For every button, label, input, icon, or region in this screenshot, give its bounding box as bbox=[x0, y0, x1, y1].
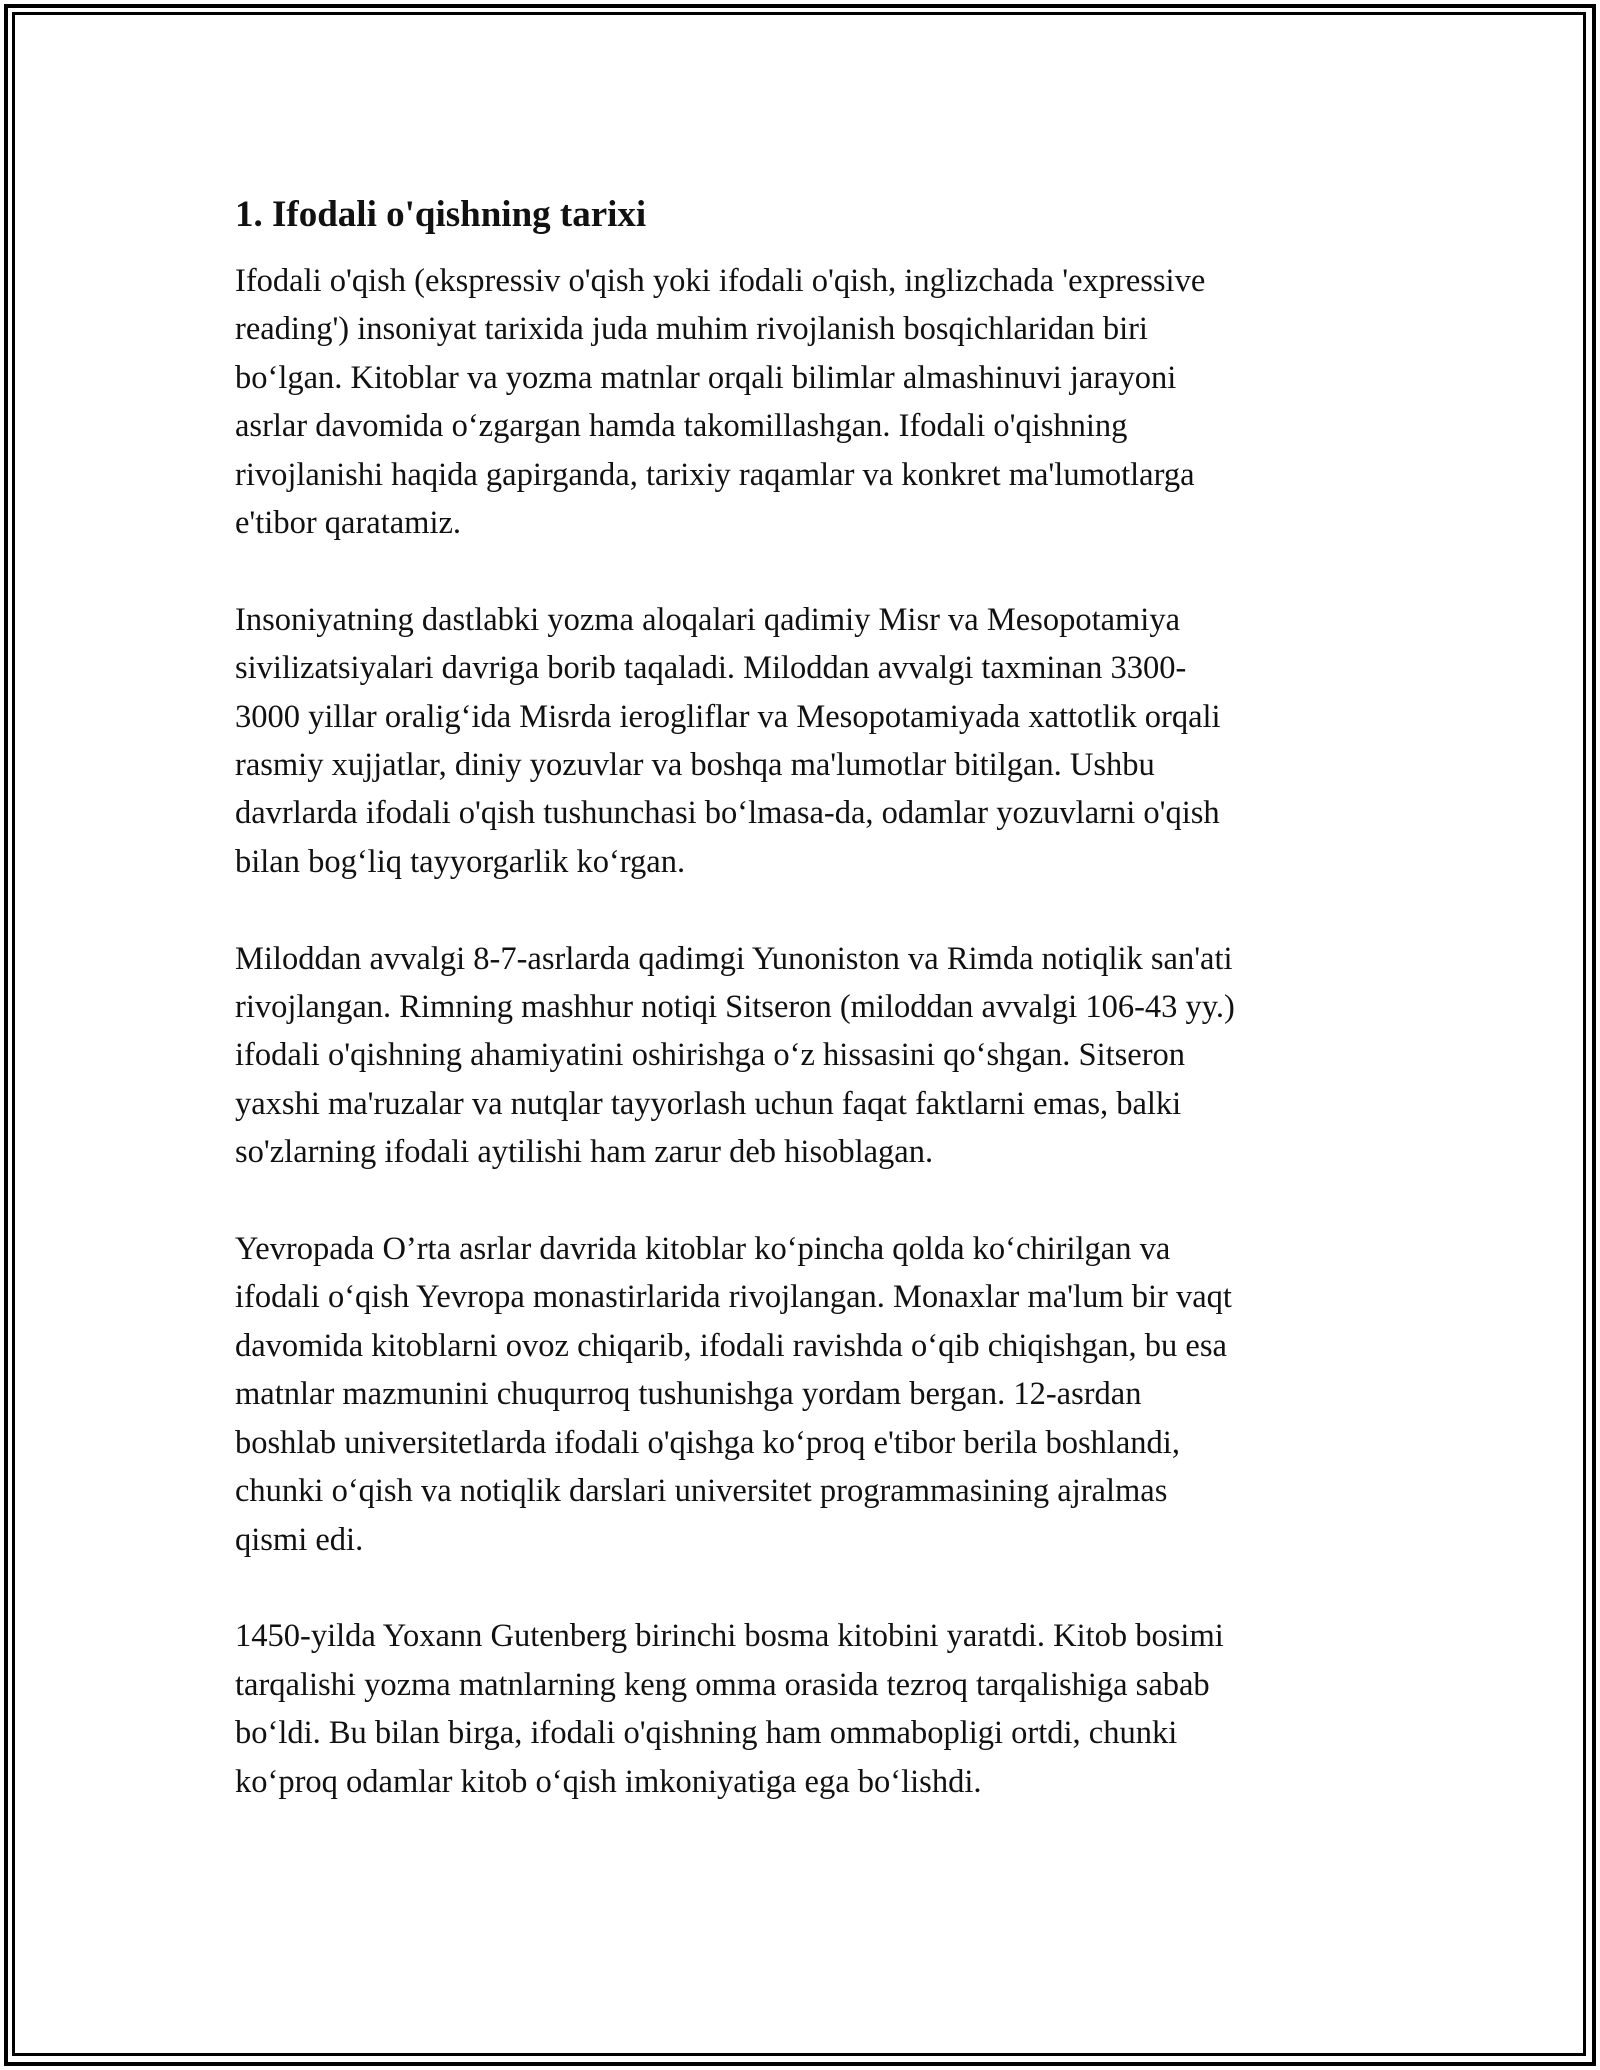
text-line: sivilizatsiyalari davriga borib taqaladi. Miloddan avvalgi taxminan 3300- bbox=[235, 650, 1187, 687]
document-body bbox=[235, 185, 1375, 1806]
text-line: davomida kitoblarni ovoz chiqarib, ifodali ravishda o‘qib chiqishgan, bu esa bbox=[235, 1327, 1227, 1364]
text-line: tarqalishi yozma matnlarning keng omma orasida tezroq tarqalishiga sabab bbox=[235, 1666, 1210, 1703]
text-line: rivojlangan. Rimning mashhur notiqi Sitseron (miloddan avvalgi 106-43 yy.) bbox=[235, 989, 1235, 1026]
text-line: ko‘proq odamlar kitob o‘qish imkoniyatiga ega bo‘lishdi. bbox=[235, 1763, 982, 1800]
text-line: Miloddan avvalgi 8-7-asrlarda qadimgi Yunoniston va Rimda notiqlik san'ati bbox=[235, 940, 1233, 977]
section-heading: 1. Ifodali o'qishning tarixi bbox=[235, 194, 647, 235]
text-line: 3000 yillar oralig‘ida Misrda ierogliflar va Mesopotamiyada xattotlik orqali bbox=[235, 698, 1221, 735]
paragraph-3 bbox=[235, 935, 1375, 1177]
text-line: reading') insoniyat tarixida juda muhim rivojlanish bosqichlaridan biri bbox=[235, 311, 1148, 348]
text-line: asrlar davomida o‘zgargan hamda takomillashgan. Ifodali o'qishning bbox=[235, 408, 1128, 445]
text-line: boshlab universitetlarda ifodali o'qishga ko‘proq e'tibor berila boshlandi, bbox=[235, 1424, 1180, 1461]
text-line: matnlar mazmunini chuqurroq tushunishga yordam bergan. 12-asrdan bbox=[235, 1376, 1142, 1413]
text-line: qismi edi. bbox=[235, 1521, 364, 1558]
text-line: so'zlarning ifodali aytilishi ham zarur deb hisoblagan. bbox=[235, 1134, 934, 1171]
text-line: Ifodali o'qish (ekspressiv o'qish yoki ifodali o'qish, inglizchada 'expressive bbox=[235, 263, 1206, 299]
text-line: 1450-yilda Yoxann Gutenberg birinchi bosma kitobini yaratdi. Kitob bosimi bbox=[235, 1618, 1224, 1655]
text-line: davrlarda ifodali o'qish tushunchasi bo‘lmasa-da, odamlar yozuvlarni o'qish bbox=[235, 795, 1220, 832]
paragraph-1 bbox=[235, 257, 1375, 547]
text-line: e'tibor qaratamiz. bbox=[235, 505, 462, 542]
text-line: yaxshi ma'ruzalar va nutqlar tayyorlash uchun faqat faktlarni emas, balki bbox=[235, 1085, 1182, 1122]
text-line: rivojlanishi haqida gapirganda, tarixiy raqamlar va konkret ma'lumotlarga bbox=[235, 456, 1195, 493]
paragraph-2 bbox=[235, 596, 1375, 886]
text-line: Insoniyatning dastlabki yozma aloqalari qadimiy Misr va Mesopotamiya bbox=[235, 601, 1181, 638]
text-line: ifodali o'qishning ahamiyatini oshirishga o‘z hissasini qo‘shgan. Sitseron bbox=[235, 1037, 1186, 1074]
text-line: chunki o‘qish va notiqlik darslari universitet programmasining ajralmas bbox=[235, 1473, 1168, 1510]
paragraph-4 bbox=[235, 1225, 1375, 1564]
text-line: bo‘ldi. Bu bilan birga, ifodali o'qishning ham ommabopligi ortdi, chunki bbox=[235, 1715, 1178, 1752]
text-line: ifodali o‘qish Yevropa monastirlarida rivojlangan. Monaxlar ma'lum bir vaqt bbox=[235, 1279, 1232, 1316]
text-line: rasmiy xujjatlar, diniy yozuvlar va boshqa ma'lumotlar bitilgan. Ushbu bbox=[235, 747, 1155, 784]
text-line: bo‘lgan. Kitoblar va yozma matnlar orqali bilimlar almashinuvi jarayoni bbox=[235, 359, 1177, 396]
text-line: Yevropada O’rta asrlar davrida kitoblar ko‘pincha qolda ko‘chirilgan va bbox=[235, 1231, 1171, 1268]
text-line: bilan bog‘liq tayyorgarlik ko‘rgan. bbox=[235, 843, 686, 880]
paragraph-5 bbox=[235, 1612, 1375, 1806]
